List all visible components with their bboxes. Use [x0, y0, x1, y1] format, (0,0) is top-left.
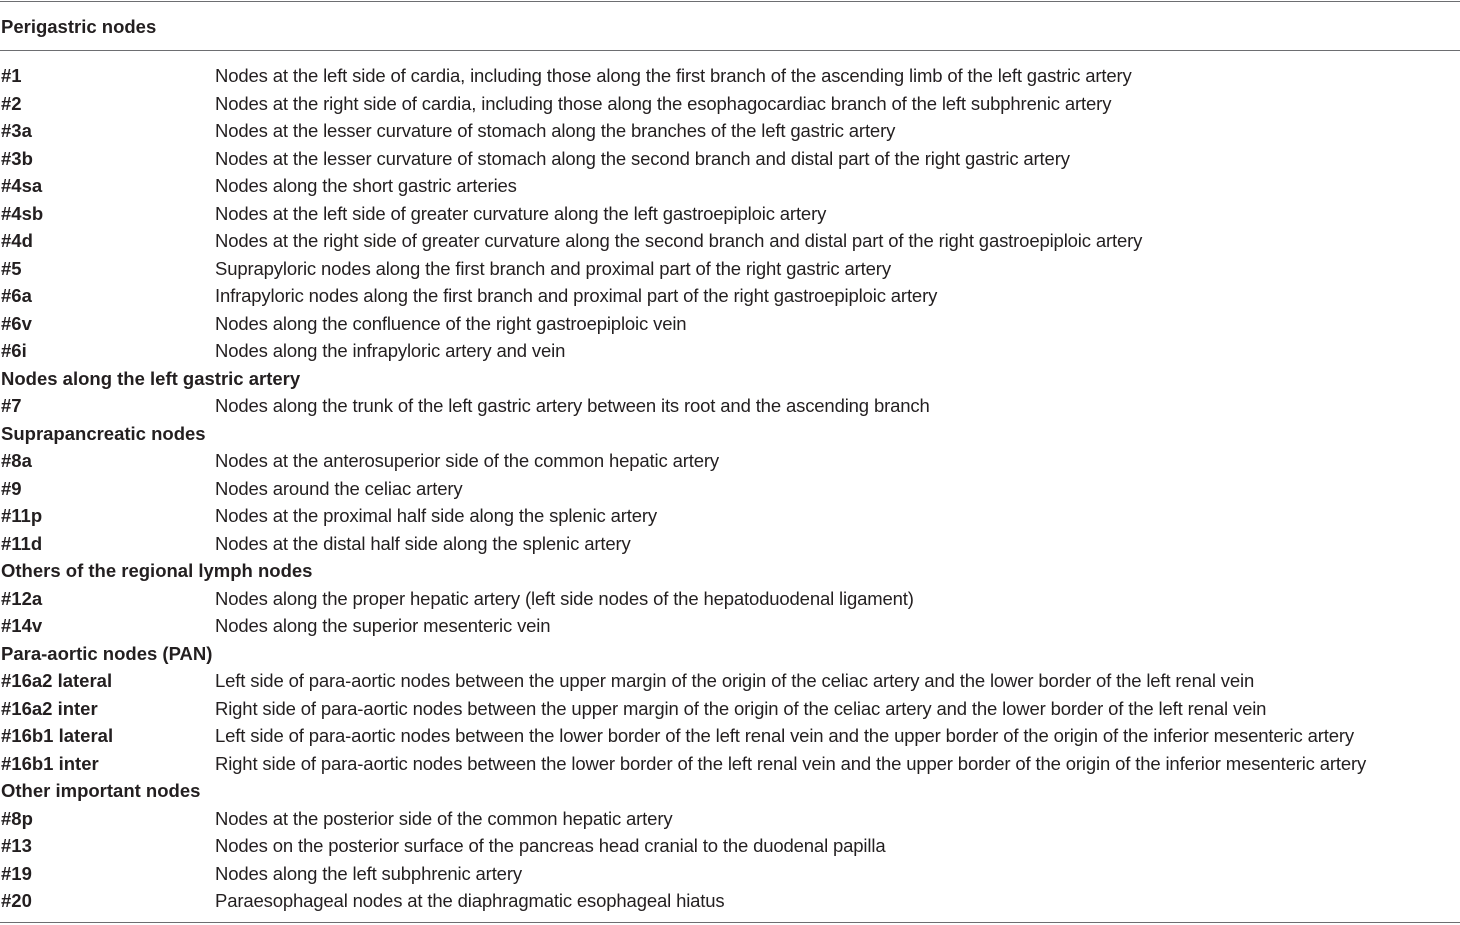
node-code: #3b: [1, 147, 33, 169]
table-row: [0, 887, 1460, 915]
table-row: [0, 337, 1460, 365]
node-description: Infrapyloric nodes along the first branch and proximal part of the right gastroepiploic artery: [215, 285, 938, 306]
node-description: Nodes at the lesser curvature of stomach along the branches of the left gastric artery: [215, 120, 896, 141]
node-code: #16b1 inter: [1, 752, 99, 774]
table-row: [0, 227, 1460, 255]
node-code: #7: [1, 395, 22, 416]
table-row: [0, 255, 1460, 283]
node-description: Nodes at the left side of cardia, including those along the first branch of the ascending limb of the left gastric artery: [215, 65, 1132, 86]
node-description: Suprapyloric nodes along the first branch and proximal part of the right gastric artery: [215, 257, 891, 279]
node-code: #16a2 lateral: [1, 670, 113, 691]
section-row: [0, 365, 1460, 393]
section-row: [0, 640, 1460, 668]
table-row: [0, 145, 1460, 173]
table-header-title: Perigastric nodes: [1, 16, 157, 37]
node-description: Right side of para-aortic nodes between the upper margin of the origin of the celiac artery and the lower border of the left renal vein: [215, 697, 1267, 719]
node-description: Nodes at the distal half side along the splenic artery: [215, 532, 631, 554]
node-code: #16a2 inter: [1, 697, 98, 719]
node-description: Left side of para-aortic nodes between the upper margin of the origin of the celiac artery and the lower border of the left renal vein: [215, 670, 1255, 691]
table-row: [0, 90, 1460, 118]
node-description: Nodes around the celiac artery: [215, 477, 463, 499]
section-row: [0, 777, 1460, 805]
node-description: Nodes along the infrapyloric artery and vein: [215, 340, 566, 361]
node-description: Nodes along the confluence of the right gastroepiploic vein: [215, 312, 687, 334]
node-description: Nodes at the left side of greater curvature along the left gastroepiploic artery: [215, 202, 827, 224]
section-row: [0, 420, 1460, 448]
table-body: [0, 62, 1460, 915]
node-code: #4d: [1, 230, 33, 251]
table-row: [0, 62, 1460, 90]
table-row: [0, 695, 1460, 723]
node-description: Left side of para-aortic nodes between the lower border of the left renal vein and the upper border of the origin of the inferior mesenteric artery: [215, 725, 1354, 746]
table-row: [0, 805, 1460, 833]
table-row: [0, 447, 1460, 475]
table-row: [0, 722, 1460, 750]
node-code: #11d: [1, 532, 43, 554]
section-row: [0, 557, 1460, 585]
table-row: [0, 392, 1460, 420]
node-code: #4sa: [1, 175, 43, 196]
section-title: Other important nodes: [1, 780, 201, 801]
node-code: #3a: [1, 120, 32, 141]
node-code: #12a: [1, 587, 43, 609]
node-code: #20: [1, 890, 32, 911]
table-row: [0, 832, 1460, 860]
node-code: #5: [1, 257, 22, 279]
node-description: Paraesophageal nodes at the diaphragmatic esophageal hiatus: [215, 890, 725, 911]
node-code: #11p: [1, 505, 43, 526]
node-description: Nodes at the right side of greater curvature along the second branch and distal part of the right gastroepiploic artery: [215, 230, 1143, 251]
node-code: #6i: [1, 340, 27, 361]
node-description: Right side of para-aortic nodes between the lower border of the left renal vein and the upper border of the origin of the inferior mesenteric artery: [215, 752, 1367, 774]
node-code: #4sb: [1, 202, 44, 224]
section-title: Para-aortic nodes (PAN): [1, 642, 213, 664]
node-description: Nodes at the anterosuperior side of the common hepatic artery: [215, 450, 719, 471]
node-description: Nodes at the right side of cardia, including those along the esophagocardiac branch of the left subphrenic artery: [215, 92, 1112, 114]
node-code: #9: [1, 477, 22, 499]
table-row: [0, 117, 1460, 145]
node-code: #8a: [1, 450, 32, 471]
node-description: Nodes along the short gastric arteries: [215, 175, 517, 196]
node-description: Nodes along the superior mesenteric vein: [215, 615, 551, 636]
node-description: Nodes at the proximal half side along the splenic artery: [215, 505, 658, 526]
node-code: #6v: [1, 312, 32, 334]
table-row: [0, 750, 1460, 778]
table-row: [0, 502, 1460, 530]
section-title: Nodes along the left gastric artery: [1, 367, 301, 389]
table-row: [0, 530, 1460, 558]
table-row: [0, 172, 1460, 200]
node-description: Nodes on the posterior surface of the pancreas head cranial to the duodenal papilla: [215, 835, 886, 856]
node-code: #2: [1, 92, 22, 114]
table-header-rule: [0, 50, 1460, 51]
table-top-rule: [0, 1, 1460, 2]
table-row: [0, 310, 1460, 338]
node-description: Nodes at the lesser curvature of stomach along the second branch and distal part of the right gastric artery: [215, 147, 1070, 169]
node-code: #1: [1, 65, 22, 86]
node-code: #13: [1, 835, 32, 856]
node-code: #19: [1, 862, 32, 884]
table-row: [0, 475, 1460, 503]
table-row: [0, 200, 1460, 228]
table-row: [0, 282, 1460, 310]
node-code: #14v: [1, 615, 43, 636]
node-description: Nodes along the trunk of the left gastric artery between its root and the ascending branch: [215, 395, 930, 416]
table-row: [0, 612, 1460, 640]
table-row: [0, 667, 1460, 695]
table-row: [0, 860, 1460, 888]
section-title: Suprapancreatic nodes: [1, 422, 206, 444]
node-code: #16b1 lateral: [1, 725, 114, 746]
table-bottom-rule: [0, 922, 1460, 923]
node-code: #8p: [1, 807, 33, 829]
node-description: Nodes at the posterior side of the common hepatic artery: [215, 807, 673, 829]
node-description: Nodes along the left subphrenic artery: [215, 862, 522, 884]
table-row: [0, 585, 1460, 613]
node-description: Nodes along the proper hepatic artery (left side nodes of the hepatoduodenal ligament): [215, 587, 914, 609]
section-title: Others of the regional lymph nodes: [1, 560, 313, 581]
node-code: #6a: [1, 285, 32, 306]
